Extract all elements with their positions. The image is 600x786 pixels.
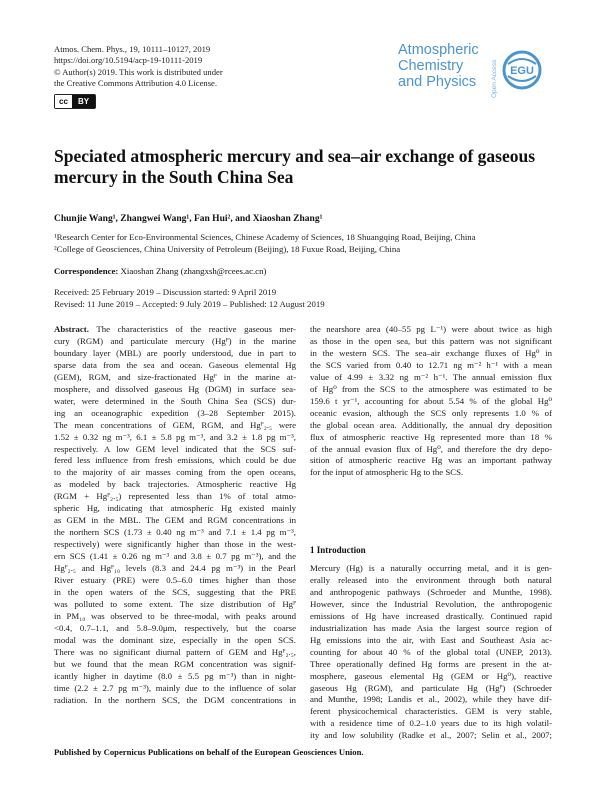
- abstract-line: boundary layer (MBL) are poorly understood, due in part to: [54, 347, 296, 358]
- abstract-line: of Hg⁰ from the SCS to the atmosphere was estimated to be: [310, 383, 552, 394]
- abstract-line: cury (RGM) and particulate mercury (Hgᴾ) in the marine: [54, 335, 296, 346]
- received-dates: Received: 25 February 2019 – Discussion started: 9 April 2019: [54, 287, 277, 297]
- abstract-line: in the western SCS. The sea–air exchange fluxes of Hg⁰ in: [310, 347, 552, 358]
- correspondence-email[interactable]: Xiaoshan Zhang (zhangxsh@rcees.ac.cn): [120, 266, 267, 276]
- abstract-line: radiation. In the northern SCS, the DGM concentrations in: [54, 694, 296, 705]
- open-access-text: Open Access: [491, 59, 498, 98]
- abstract-line: the northern SCS (1.73 ± 0.40 ng m⁻³ and 7.1 ± 1.4 pg m⁻³,: [54, 527, 296, 538]
- author-list: Chunjie Wang¹, Zhangwei Wang¹, Fan Hui², and Xiaoshan Zhang¹: [54, 214, 323, 224]
- abstract-line: to the majority of air masses coming from the open oceans,: [54, 467, 296, 478]
- abstract-line: (GEM), RGM, and size-fractionated Hgᴾ in the marine at-: [54, 371, 296, 382]
- abstract-line: water, were determined in the South China Sea (SCS) dur-: [54, 395, 296, 406]
- section-heading-introduction: 1 Introduction: [310, 545, 366, 555]
- abstract-line: 1.52 ± 0.32 ng m⁻³, 6.1 ± 5.8 pg m⁻³, and 3.2 ± 1.8 pg m⁻³,: [54, 431, 296, 442]
- intro-line: emissions of Hg have increased drastically. Continued rapid: [310, 610, 552, 621]
- egu-logo-text: EGU: [510, 65, 534, 77]
- abstract-line: as GEM in the MBL. The GEM and RGM concentrations in: [54, 515, 296, 526]
- abstract-line: in PM₁₀ was observed to be three-modal, with peaks around: [54, 610, 296, 621]
- published-dates: Revised: 11 June 2019 – Accepted: 9 July 2019 – Published: 12 August 2019: [54, 298, 325, 309]
- abstract-line: There was no significant diurnal pattern of GEM and Hgᴾ₂.₅,: [54, 646, 296, 657]
- intro-line: However, since the Industrial Revolution, the anthropogenic: [310, 598, 552, 609]
- correspondence-label: Correspondence:: [54, 266, 119, 276]
- abstract-line: spheric Hg, indicating that atmospheric Hg existed mainly: [54, 503, 296, 514]
- affiliation-2: ²College of Geosciences, China University of Petroleum (Beijing), 18 Fuxue Road, Beijing, China: [54, 243, 401, 254]
- abstract-right-column: [310, 324, 552, 479]
- journal-name-line3: and Physics: [398, 74, 477, 90]
- abstract-line: sparse data from the sea and ocean. Gaseous elemental Hg: [54, 359, 296, 370]
- publisher-footer: Published by Copernicus Publications on behalf of the European Geosciences Union.: [54, 747, 364, 757]
- abstract-line: mosphere, and dissolved gaseous Hg (DGM) in surface sea-: [54, 383, 296, 394]
- abstract-line: fered less influence from fresh emissions, which could be due: [54, 455, 296, 466]
- abstract-line: but we found that the mean RGM concentration was signif-: [54, 658, 296, 669]
- correspondence: [54, 266, 266, 276]
- abstract-line: oceanic evasion, although the SCS only represents 1.0 % of: [310, 407, 552, 418]
- abstract-line: the global ocean area. Additionally, the annual dry deposition: [310, 419, 552, 430]
- introduction-text: [310, 563, 552, 742]
- abstract-line: of the annual evasion flux of Hg⁰, and therefore the dry depo-: [310, 443, 552, 454]
- intro-line: mosphere, gaseous elemental Hg (GEM or Hg⁰), reactive: [310, 670, 552, 681]
- abstract-line: for the input of atmospheric Hg to the SCS.: [310, 467, 464, 478]
- abstract-line: in the open waters of the SCS, suggesting that the PRE: [54, 586, 296, 597]
- copyright-line: © Author(s) 2019. This work is distributed under: [54, 66, 223, 77]
- intro-line: counting for about 40 % of the global total (UNEP, 2013).: [310, 646, 552, 657]
- abstract-line: value of 4.99 ± 3.32 ng m⁻² h⁻¹. The annual emission flux: [310, 371, 552, 382]
- intro-line: with a residence time of 0.2–1.0 years due to its high volatil-: [310, 718, 552, 729]
- abstract-line: (RGM + Hgᴾ₂.₅) represented less than 1% of total atmo-: [54, 491, 296, 502]
- abstract-line: ern SCS (1.41 ± 0.26 ng m⁻³ and 3.8 ± 0.7 pg m⁻³), and the: [54, 551, 296, 562]
- abstract-line: time (2.2 ± 2.7 pg m⁻³), mainly due to the influence of solar: [54, 682, 296, 693]
- affiliations: [54, 232, 554, 255]
- journal-name-line1: Atmospheric: [398, 42, 479, 58]
- abstract-line: The mean concentrations of GEM, RGM, and Hgᴾ₂.₅ were: [54, 419, 296, 430]
- abstract-line: respectively. A low GEM level indicated that the SCS suf-: [54, 443, 296, 454]
- abstract-line: sition of atmospheric reactive Hg was an important pathway: [310, 455, 552, 466]
- intro-line: gaseous Hg (RGM), and particulate Hg (Hgᴾ) (Schroeder: [310, 682, 552, 693]
- abstract-line: as those in the open sea, but this pattern was not significant: [310, 335, 552, 346]
- abstract-label: Abstract.: [54, 324, 89, 334]
- abstract-line: was polluted to some extent. The size distribution of Hgᴾ: [54, 598, 296, 609]
- intro-line: erally released into the environment through both natural: [310, 574, 552, 585]
- open-access-label: [489, 40, 499, 100]
- abstract-line: River estuary (PRE) were 0.5–6.0 times higher than those: [54, 575, 296, 586]
- intro-line: industrialization has made Asia the largest source region of: [310, 622, 552, 633]
- abstract-line: icantly higher in daytime (8.0 ± 5.5 pg m⁻³) than in night-: [54, 670, 296, 681]
- intro-line: Three operationally defined Hg forms are present in the at-: [310, 658, 552, 669]
- article-title: Speciated atmospheric mercury and sea–air exchange of gaseous mercury in the South China Sea: [54, 146, 536, 187]
- abstract-line: the nearshore area (40–55 pg L⁻¹) were about twice as high: [310, 324, 552, 334]
- abstract-line: the SCS varied from 0.40 to 12.71 ng m⁻² h⁻¹ with a mean: [310, 359, 552, 370]
- cc-by-license-badge[interactable]: [54, 94, 96, 109]
- abstract-line: modal was the dominant size, especially in the open SCS.: [54, 634, 296, 645]
- affiliation-1: ¹Research Center for Eco-Environmental Sciences, Chinese Academy of Sciences, 18 Shuangqing Road, Beijing, China: [54, 232, 476, 242]
- journal-name: [398, 42, 488, 90]
- by-icon: BY: [72, 95, 95, 108]
- abstract-line: Hgᴾ₂.₅ and Hgᴾ₁₀ levels (8.3 and 24.4 pg m⁻³) in the Pearl: [54, 563, 296, 574]
- intro-line: and anthropogenic pathways (Schroeder and Munthe, 1998).: [310, 586, 552, 597]
- intro-line: ferent physicochemical characteristics. GEM is very stable,: [310, 706, 552, 717]
- article-metadata: [54, 44, 223, 90]
- abstract-line: ing an oceanographic expedition (3–28 September 2015).: [54, 407, 296, 418]
- egu-logo-icon: [502, 50, 542, 90]
- license-line: the Creative Commons Attribution 4.0 License.: [54, 78, 218, 89]
- doi-link[interactable]: https://doi.org/10.5194/acp-19-10111-2019: [54, 55, 203, 66]
- cc-icon: cc: [55, 95, 72, 108]
- abstract-line: 159.6 t yr⁻¹, accounting for about 5.54 % of the global Hg⁰: [310, 395, 552, 406]
- abstract-line: The characteristics of the reactive gaseous mer-: [96, 324, 296, 334]
- intro-line: Hg emissions into the air, with East and Southeast Asia ac-: [310, 634, 552, 645]
- abstract-left-column: [54, 324, 296, 707]
- abstract-line: respectively) were significantly higher than those in the west-: [54, 539, 296, 550]
- journal-name-line2: Chemistry: [398, 58, 464, 74]
- abstract-line: flux of atmospheric reactive Hg represented more than 18 %: [310, 431, 552, 442]
- intro-line: Mercury (Hg) is a naturally occurring metal, and it is gen-: [310, 563, 552, 573]
- abstract-line: as modeled by back trajectories. Atmospheric reactive Hg: [54, 479, 296, 490]
- article-dates: [54, 287, 325, 310]
- intro-line: ity and low solubility (Radke et al., 2007; Selin et al., 2007;: [310, 730, 552, 741]
- citation: Atmos. Chem. Phys., 19, 10111–10127, 2019: [54, 44, 211, 54]
- abstract-line: <0.4, 0.7–1.1, and 5.8–9.0μm, respectively, but the coarse: [54, 622, 296, 633]
- intro-line: and Munthe, 1998; Landis et al., 2002), while they have dif-: [310, 694, 552, 705]
